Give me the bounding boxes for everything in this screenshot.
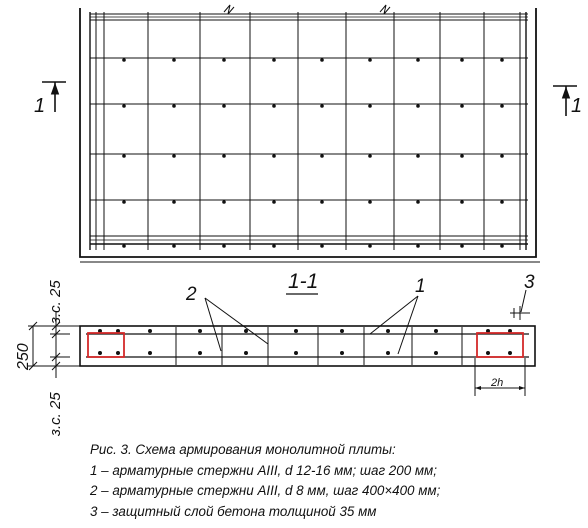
rebar-section-bottom (198, 351, 202, 355)
rebar-section-bottom (486, 351, 490, 355)
edge-zone-right-highlight (477, 333, 523, 357)
rebar-tie-point (500, 154, 504, 158)
rebar-tie-point (320, 244, 324, 248)
section-view (80, 326, 535, 366)
rebar-tie-point (460, 244, 464, 248)
rebar-section-top (340, 329, 344, 333)
rebar-section-bottom (244, 351, 248, 355)
rebar-tie-point (272, 104, 276, 108)
rebar-tie-point (320, 200, 324, 204)
rebar-tie-point (172, 154, 176, 158)
rebar-tie-point (460, 154, 464, 158)
rebar-tie-point (500, 58, 504, 62)
section-marker-right-label: 1 (571, 95, 583, 117)
rebar-tie-point (272, 154, 276, 158)
figure-caption (90, 440, 580, 522)
rebar-tie-point (368, 154, 372, 158)
rebar-tie-point (272, 58, 276, 62)
rebar-tie-point (500, 200, 504, 204)
rebar-tie-point (500, 244, 504, 248)
rebar-tie-point (122, 58, 126, 62)
rebar-tie-point (460, 104, 464, 108)
thickness-label: 250 (15, 343, 32, 370)
rebar-section-bottom (294, 351, 298, 355)
rebar-tie-point (222, 154, 226, 158)
plan-view (80, 5, 540, 262)
rebar-tie-point (222, 104, 226, 108)
rebar-section-bottom (386, 351, 390, 355)
callout-2: 2 (186, 284, 197, 305)
rebar-tie-point (172, 200, 176, 204)
rebar-tie-point (416, 154, 420, 158)
caption-line-2: 2 – арматурные стержни AIII, d 8 мм, шаг 400×400 мм; (90, 483, 441, 498)
cover-marker (510, 306, 530, 320)
rebar-section-bottom (148, 351, 152, 355)
rebar-tie-point (122, 200, 126, 204)
section-marker-left (42, 82, 66, 112)
rebar-tie-point (172, 244, 176, 248)
rebar-tie-point (320, 58, 324, 62)
rebar-tie-point (122, 244, 126, 248)
rebar-section-bottom (340, 351, 344, 355)
rebar-section-top (434, 329, 438, 333)
rebar-tie-point (122, 104, 126, 108)
rebar-tie-point (368, 104, 372, 108)
rebar-tie-point (460, 58, 464, 62)
zone-width-label: 2h (491, 377, 504, 389)
caption-line-1: 1 – арматурные стержни AIII, d 12-16 мм; шаг 200 мм; (90, 462, 437, 478)
callout-1: 1 (415, 276, 426, 297)
caption-line-3: 3 – защитный слой бетона толщиной 35 мм (90, 503, 377, 519)
rebar-tie-point (272, 200, 276, 204)
caption-title: Рис. 3. Схема армирования монолитной плиты: (90, 442, 396, 457)
section-title: 1-1 (288, 270, 319, 293)
rebar-section-top (294, 329, 298, 333)
bottom-cover-label: з.с. 25 (47, 392, 64, 436)
rebar-tie-point (222, 244, 226, 248)
rebar-tie-point (320, 104, 324, 108)
rebar-tie-point (460, 200, 464, 204)
section-marker-left-label: 1 (34, 95, 46, 117)
rebar-section-bottom (116, 351, 120, 355)
rebar-tie-point (500, 104, 504, 108)
rebar-tie-point (416, 58, 420, 62)
rebar-tie-point (416, 104, 420, 108)
top-cover-label: з.с. 25 (47, 280, 64, 324)
rebar-section-top (244, 329, 248, 333)
rebar-tie-point (368, 58, 372, 62)
rebar-section-top (386, 329, 390, 333)
rebar-tie-point (222, 58, 226, 62)
rebar-section-bottom (434, 351, 438, 355)
rebar-tie-point (222, 200, 226, 204)
rebar-section-bottom (508, 351, 512, 355)
rebar-tie-point (368, 200, 372, 204)
rebar-tie-point (368, 244, 372, 248)
rebar-section-bottom (98, 351, 102, 355)
rebar-tie-point (320, 154, 324, 158)
rebar-tie-point (272, 244, 276, 248)
rebar-tie-point (416, 200, 420, 204)
rebar-tie-point (122, 154, 126, 158)
rebar-tie-point (172, 58, 176, 62)
callout-3: 3 (524, 272, 535, 293)
rebar-section-top (198, 329, 202, 333)
rebar-tie-point (172, 104, 176, 108)
rebar-tie-point (416, 244, 420, 248)
rebar-section-top (148, 329, 152, 333)
